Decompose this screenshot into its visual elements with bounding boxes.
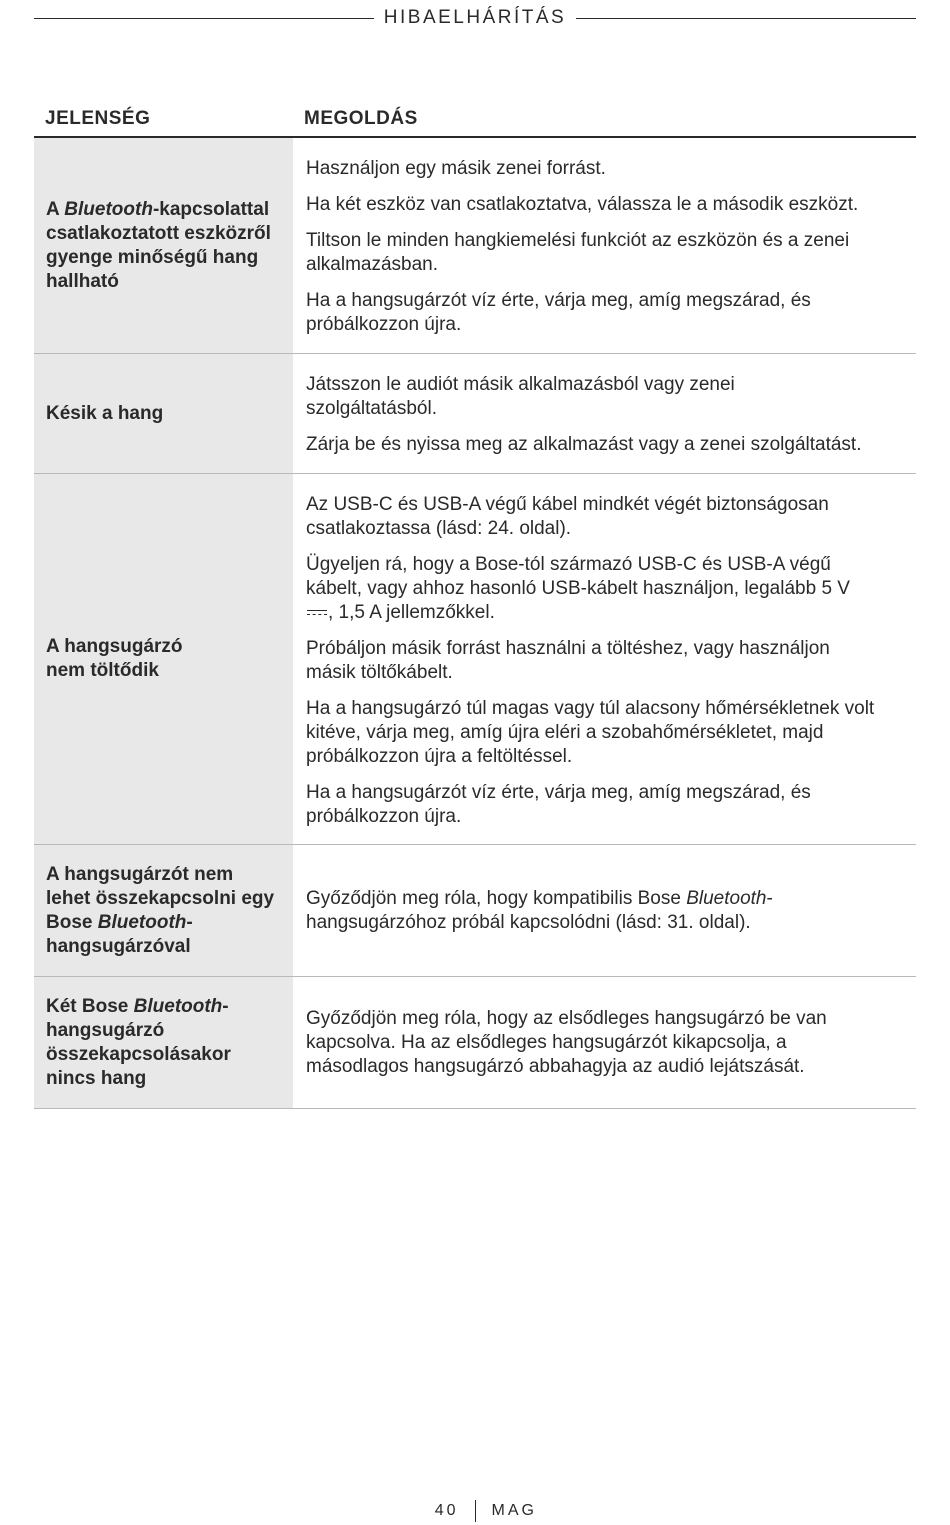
section-title: HIBAELHÁRÍTÁS [383, 7, 567, 28]
table-header [34, 100, 916, 138]
solution-text: Ha a hangsugárzót víz érte, várja meg, amíg megszárad, és próbálkozzon újra. [306, 782, 811, 827]
symptom-text: A Bluetooth-kapcsolattal csatlakoztatott eszközről gyenge minőségű hang hallható [46, 198, 271, 292]
table-row [34, 354, 916, 474]
table-row [34, 138, 916, 354]
table-row [34, 977, 916, 1109]
solution-text: Tiltson le minden hangkiemelési funkciót az eszközön és a zenei alkalmazásban. [306, 230, 850, 275]
table-row [34, 845, 916, 977]
symptom-cell [34, 138, 293, 353]
dc-current-icon [307, 608, 327, 618]
header-rule-right [576, 18, 916, 19]
solution-text: Használjon egy másik zenei forrást. [306, 158, 606, 179]
solution-text: Az USB-C és USB-A végű kábel mindkét végét biztonságosan csatlakoztassa (lásd: 24. oldal). [306, 494, 829, 539]
column-header-solution: MEGOLDÁS [304, 108, 418, 129]
symptom-cell [34, 845, 293, 976]
table-row [34, 474, 916, 845]
solution-text: Próbáljon másik forrást használni a töltéshez, vagy használjon másik töltőkábelt. [306, 638, 830, 683]
solution-cell [293, 845, 916, 976]
solution-cell [293, 354, 916, 473]
column-header-symptom: JELENSÉG [45, 108, 151, 129]
symptom-text: Két Bose Bluetooth-hangsugárzó összekapcsolásakor nincs hang [46, 995, 231, 1089]
solution-text: Zárja be és nyissa meg az alkalmazást vagy a zenei szolgáltatást. [306, 434, 862, 455]
solution-text: Ha két eszköz van csatlakoztatva, válassza le a második eszközt. [306, 194, 859, 215]
symptom-text: A hangsugárzó nem töltődik [46, 636, 183, 681]
solution-cell [293, 138, 916, 353]
section-header [34, 6, 916, 30]
footer-divider [475, 1500, 476, 1522]
solution-cell [293, 977, 916, 1108]
solution-text: Ha a hangsugárzót víz érte, várja meg, amíg megszárad, és próbálkozzon újra. [306, 290, 811, 335]
solution-text: Győződjön meg róla, hogy kompatibilis Bose Bluetooth-hangsugárzóhoz próbál kapcsolódni (lásd: 31. oldal). [306, 887, 773, 933]
symptom-text: Késik a hang [46, 402, 164, 424]
solution-text: Ügyeljen rá, hogy a Bose-tól származó USB-C és USB-A végű kábelt, vagy ahhoz hasonló USB-kábelt használjon, legalább 5 V , 1,5 A jellemzőkkel. [306, 554, 850, 623]
solution-cell [293, 474, 916, 844]
page-number: 40 [434, 1502, 459, 1519]
footer-label: MAG [491, 1502, 537, 1519]
solution-text: Győződjön meg róla, hogy az elsődleges hangsugárzó be van kapcsolva. Ha az elsődleges hangsugárzót kikapcsolja, a másodlagos hangsugárzó abbahagyja az audió lejátszását. [306, 1007, 827, 1077]
symptom-cell [34, 354, 293, 473]
solution-text: Játsszon le audiót másik alkalmazásból vagy zenei szolgáltatásból. [306, 374, 735, 419]
solution-text: Ha a hangsugárzó túl magas vagy túl alacsony hőmérsékletnek volt kitéve, várja meg, amíg újra eléri a szobahőmérsékletet, majd próbálkozzon újra a feltöltéssel. [306, 698, 875, 767]
symptom-cell [34, 474, 293, 844]
symptom-text: A hangsugárzót nem lehet összekapcsolni egy Bose Bluetooth-hangsugárzóval [46, 863, 275, 957]
page-footer [0, 1500, 950, 1522]
header-rule-left [34, 18, 374, 19]
troubleshooting-table [34, 100, 916, 1109]
symptom-cell [34, 977, 293, 1108]
